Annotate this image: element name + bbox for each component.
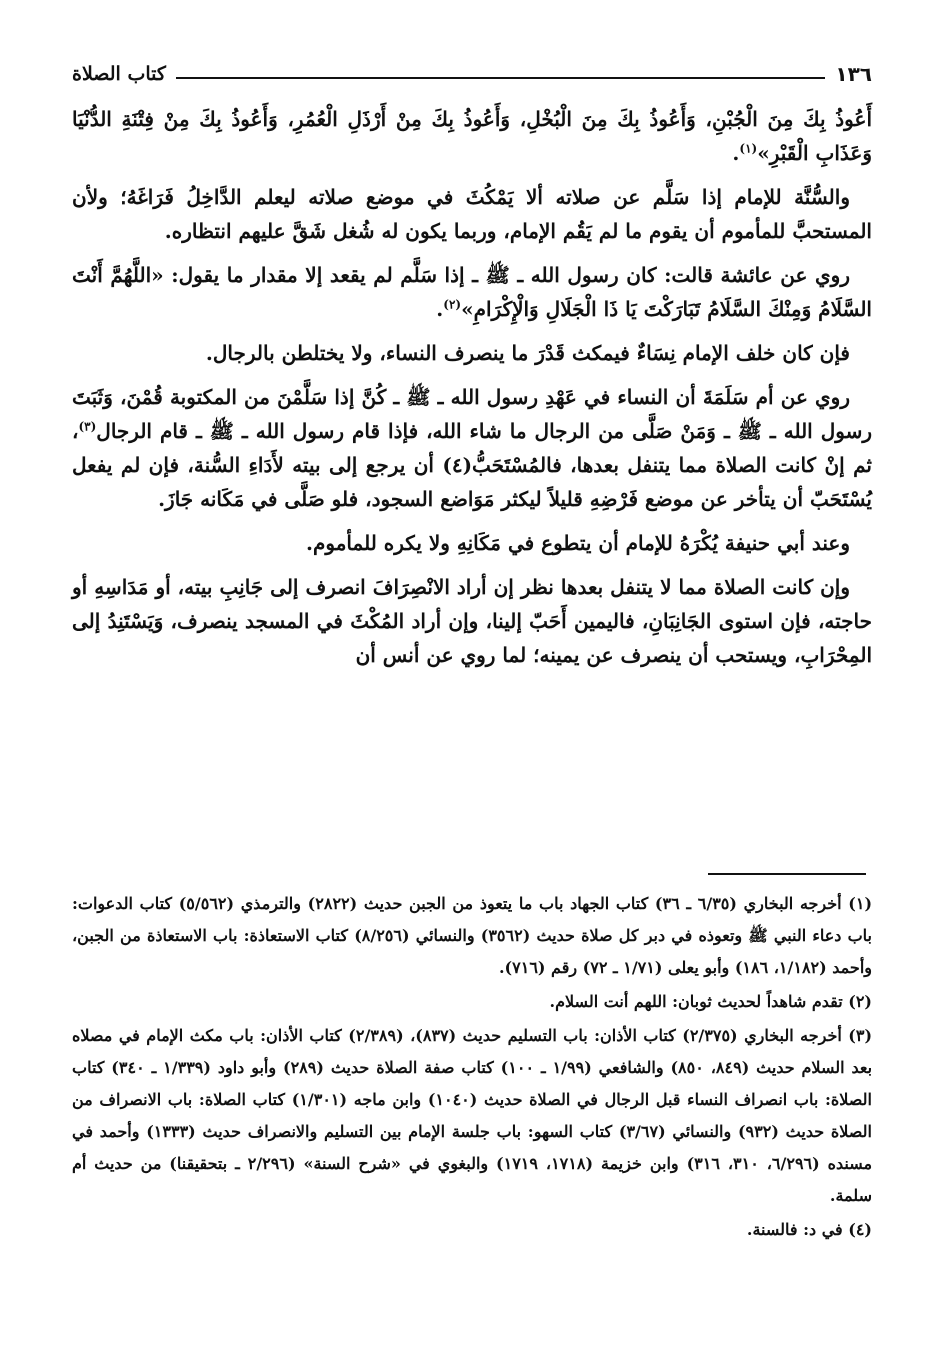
- running-header: [72, 58, 872, 90]
- main-text: [72, 102, 872, 672]
- paragraph: روي عن عائشة قالت: كان رسول الله ـ ﷺ ـ إذا سَلَّم لم يقعد إلا مقدار ما يقول: «اللَّهُمَّ أَنْتَ السَّلَامُ وَمِنْكَ السَّلَامُ تَبَارَكْتَ يَا ذَا الْجَلَالِ وَالْإِكْرَامِ»$^{(٢)}$.: [72, 263, 872, 321]
- footnote: (٤) في د: فالسنة.: [746, 1220, 872, 1239]
- footnote-ref: (١): [739, 141, 758, 156]
- paragraph: وإن كانت الصلاة مما لا يتنفل بعدها نظر إن أراد الانْصِرَافَ انصرف إلى جَانِبِ بيته، أو مَدَاسِهِ أو حاجته، فإن استوى الجَانِبَانِ، فاليمين أَحَبّ إلينا، وإن أراد المُكْثَ في المسجد ينصرف، وَيَسْتَنِدُ إلى المِحْرَابِ، ويستحب أن ينصرف عن يمينه؛ لما روي عن أنس أن: [72, 575, 872, 667]
- paragraph: والسُّنَّة للإمام إذا سَلَّم عن صلاته ألا يَمْكُثَ في موضع صلاته ليعلم الدَّاخِلُ فَرَاغَهُ؛ ولأن المستحبَّ للمأموم أن يقوم ما لم يَقُم الإمام، وربما يكون له شُغل شَقَّ عليهم انتظاره.: [72, 185, 872, 243]
- page: [72, 58, 872, 682]
- footnote: (١) أخرجه البخاري (٦/٣٥ ـ ٣٦) كتاب الجهاد باب ما يتعوذ من الجبن حديث (٢٨٢٢) والترمذي (٥/٥٦٢) كتاب الدعوات: باب دعاء النبي ﷺ وتعوذه في دبر كل صلاة حديث (٣٥٦٢) والنسائي (٨/٢٥٦) كتاب الاستعاذة: باب الاستعاذة من الجبن، وأحمد (١/١٨٢، ١٨٦) وأبو يعلى (١/٧١ ـ ٧٢) رقم (٧١٦).: [72, 894, 873, 977]
- paragraph: أَعُوذُ بِكَ مِنَ الْجُبْنِ، وَأَعُوذُ بِكَ مِنَ الْبُخْلِ، وَأَعُوذُ بِكَ مِنْ أَرْذَلِ الْعُمُرِ، وَأَعُوذُ بِكَ مِنْ فِتْنَةِ الدُّنْيَا وَعَذَابِ الْقَبْرِ»$^{(١)}$.: [72, 107, 872, 165]
- footnote: (٣) أخرجه البخاري (٢/٣٧٥) كتاب الأذان: باب التسليم حديث (٨٣٧)، (٢/٣٨٩) كتاب الأذان: باب مكث الإمام في مصلاه بعد السلام حديث (٨٤٩، ٨٥٠) والشافعي (١/٩٩ ـ ١٠٠) كتاب صفة الصلاة حديث (٢٨٩) وأبو داود (١/٣٣٩ ـ ٣٤٠) كتاب الصلاة: باب انصراف النساء قبل الرجال في الصلاة حديث (١٠٤٠) وابن ماجه (١/٣٠١) كتاب الصلاة: باب الانصراف من الصلاة حديث (٩٣٢) والنسائي (٣/٦٧) كتاب السهو: باب جلسة الإمام بين التسليم والانصراف حديث (١٣٣٣) وأحمد في مسنده (٦/٢٩٦، ٣١٠، ٣١٦) وابن خزيمة (١٧١٨، ١٧١٩) والبغوي في «شرح السنة» (٢/٢٩٦ ـ بتحقيقنا) من حديث أم سلمة.: [72, 1026, 873, 1205]
- footnote-separator: [708, 873, 866, 875]
- footnote: (٢) تقدم شاهداً لحديث ثوبان: اللهم أنت السلام.: [549, 992, 872, 1011]
- paragraph: وعند أبي حنيفة يُكْرَهُ للإمام أن يتطوع في مَكَانِهِ ولا يكره للمأموم.: [306, 531, 850, 555]
- header-rule: [176, 77, 825, 79]
- paragraph: روي عن أم سَلَمَةَ أن النساء في عَهْدِ رسول الله ـ ﷺ ـ كُنَّ إذا سَلَّمْنَ من المكتوبة قُمْنَ، وَثَبَتَ رسول الله ـ ﷺ ـ وَمَنْ صَلَّى من الرجال ما شاء الله، فإذا قام رسول الله ـ ﷺ ـ قام الرجال$^{(٣)}$، ثم إنْ كانت الصلاة مما يتنفل بعدها، فالمُسْتَحَبُّ(٤) أن يرجع إلى بيته لأَدَاءِ السُّنة، فإن لم يفعل يُسْتَحَبّ أن يتأخر عن موضع فَرْضِهِ قليلاً ليكثر مَوَاضع السجود، فلو صَلَّى في مَكَانه جَازَ.: [72, 385, 872, 511]
- footnote-ref: (٢): [443, 297, 462, 312]
- page-number: ١٣٦: [835, 62, 872, 86]
- footnotes: [72, 888, 872, 1248]
- footnote-ref: (٣): [78, 419, 97, 434]
- chapter-title: كتاب الصلاة: [72, 63, 166, 85]
- paragraph: فإن كان خلف الإمام نِسَاءٌ فيمكث قَدْرَ ما ينصرف النساء، ولا يختلطن بالرجال.: [205, 341, 850, 365]
